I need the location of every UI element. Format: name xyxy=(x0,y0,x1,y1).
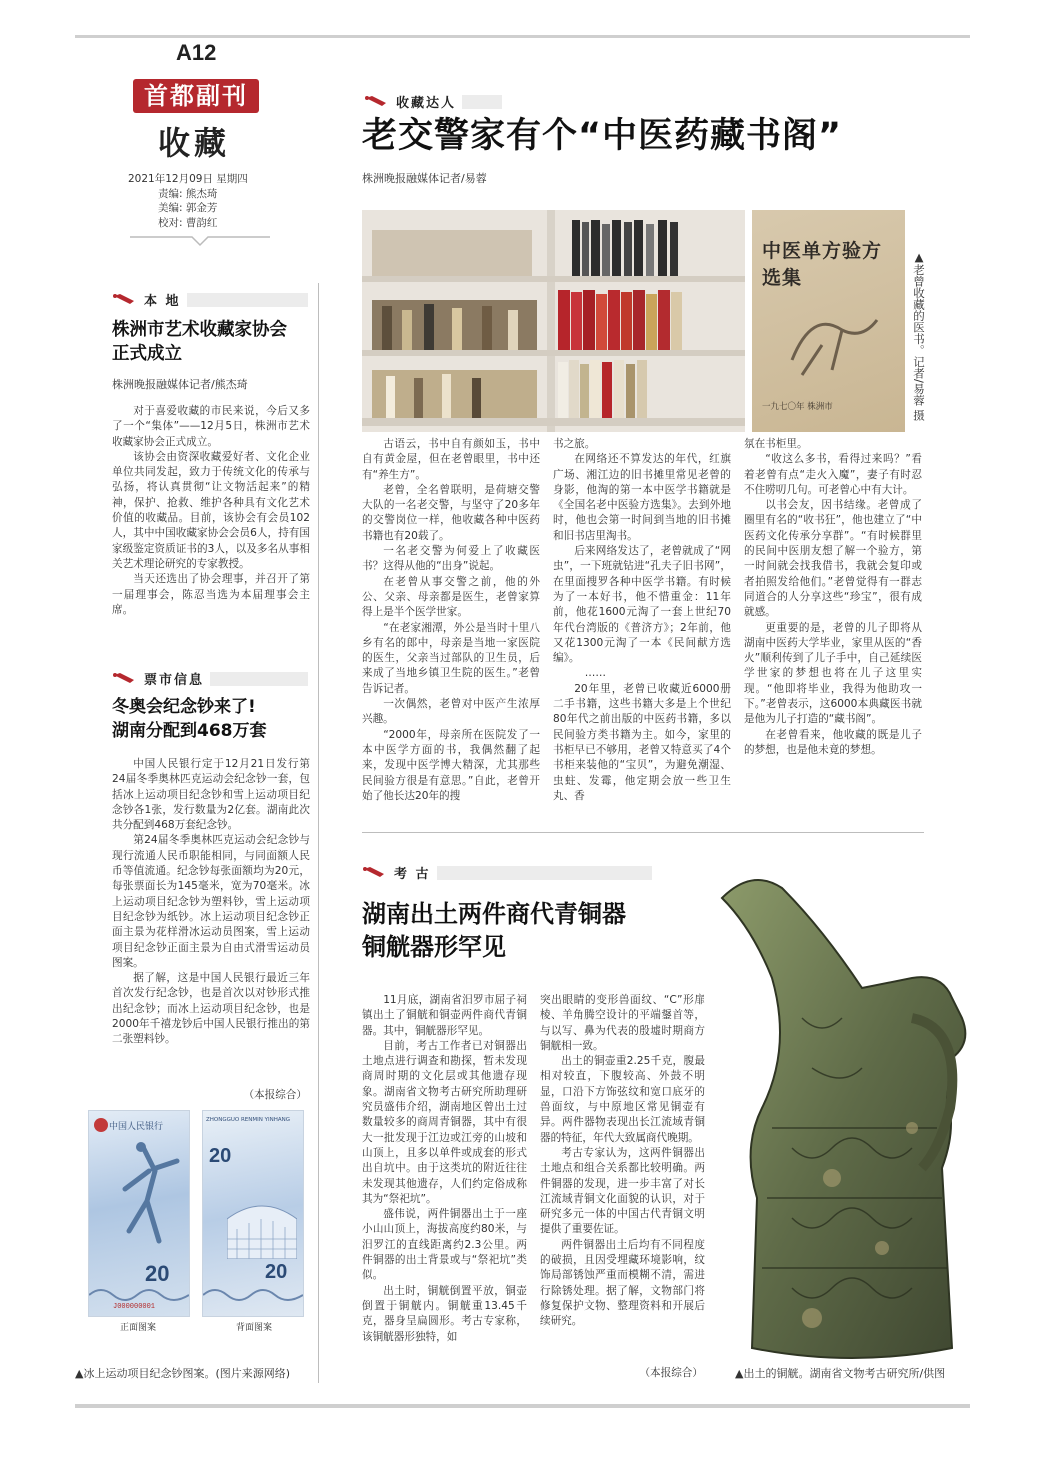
collector-byline: 株洲晚报融媒体记者/易蓉 xyxy=(362,172,487,185)
collector-headline: 老交警家有个“中医药藏书阁” xyxy=(362,116,843,156)
tag-archaeology xyxy=(362,863,652,882)
water-cube-pattern xyxy=(227,1199,297,1259)
association-byline: 株洲晚报融媒体记者/熊杰琦 xyxy=(112,378,248,391)
top-rule xyxy=(75,35,970,38)
book-title: 中医单方验方选集 xyxy=(762,240,883,289)
tag-bar xyxy=(462,95,502,109)
tag-bar xyxy=(437,866,652,880)
banknote-front-image xyxy=(88,1110,190,1317)
pen-tag-icon xyxy=(362,865,388,881)
column-divider xyxy=(318,283,319,1383)
label-front: 正面图案 xyxy=(120,1323,157,1333)
bottom-rule xyxy=(75,1404,970,1408)
masthead-divider xyxy=(130,234,270,248)
tag-label: 本 地 xyxy=(144,294,181,309)
tag-label: 考 古 xyxy=(394,867,431,882)
tag-label: 收藏达人 xyxy=(396,96,457,111)
crane-illustration xyxy=(782,300,882,380)
bookshelf-photo xyxy=(362,210,745,432)
banknote-body: 中国人民银行定于12月21日发行第24届冬季奥林匹克运动会纪念钞一套，包括冰上运动项目纪念钞和雪上运动项目纪念钞各1张，发行数量为2亿套。湖南此次共分配到468万套纪念钞。 第24届冬季奥林匹克运动会纪念钞与现行流通人民币职能相同，与同面额人民币等值流通。纪念钞每张面额均为20元，每张票面长为145毫米，宽为70毫米。冰上运动项目纪念钞为塑料钞，雪上运动项目纪念钞为纸钞。冰上运动项目纪念钞正面主景为花样滑冰运动员图案，雪上运动项目纪念钞正面主景为自由式滑雪运动员图案。 据了解，这是中国人民银行最近三年首次发行纪念钞，也是首次以对钞形式推出纪念钞；而冰上运动项目纪念钞，也是2000年千禧龙钞后中国人民银行推出的第二张塑料钞。 xyxy=(112,758,310,1046)
collector-col3: 氛在书柜里。 “收这么多书，看得过来吗？”看着老曾有点“走火入魔”，妻子有时忍不住唠叨几句。可老曾心中有大计。 以书会友，因书结缘。老曾成了圈里有名的“收书狂”，他也建立了“中医药文化传承分享群”。“有时候群里的民间中医朋友想了解一个验方，第一时间就会找我借书，我就会复印或者拍照发给他们。”老曾觉得有一群志同道合的人分享这些“珍宝”，很有成就感。 更重要的是，老曾的儿子即将从湖南中医药大学毕业，家里从医的“香火”顺利传到了儿子手中，自己延续医学世家的梦想也将在儿子这里实现。“他即将毕业，我得为他助攻一下。”老曾表示，这6000本典藏医书就是他为儿子打造的“藏书阁”。 在老曾看来，他收藏的既是儿子的梦想，也是他未竟的梦想。 xyxy=(744,438,922,756)
banknote-source: （本报综合） xyxy=(243,1089,307,1101)
tag-local xyxy=(112,290,308,309)
tag-bar xyxy=(187,293,308,307)
section-title: 收藏 xyxy=(158,124,231,162)
note-back-denomination: 20 xyxy=(265,1261,288,1283)
pen-tag-icon xyxy=(364,94,390,110)
note-front-denomination: 20 xyxy=(145,1261,170,1286)
bronze-vessel-photo xyxy=(712,868,972,1368)
label-back: 背面图案 xyxy=(236,1323,273,1333)
bronze-gong-illustration xyxy=(712,868,972,1368)
emblem-icon xyxy=(93,1117,109,1133)
bronze-caption: ▲出土的铜觥。湖南省文物考古研究所/供图 xyxy=(735,1367,946,1380)
pen-tag-icon xyxy=(112,292,138,308)
tag-collector xyxy=(364,92,924,111)
section-divider xyxy=(362,832,924,833)
banknote-back-image xyxy=(202,1110,304,1317)
note-back-denomination-side: 20 xyxy=(209,1145,232,1167)
tag-bar xyxy=(210,672,308,686)
collector-col1: 古语云，书中自有颜如玉，书中自有黄金屋，但在老曾眼里，书中还有“养生方”。 老曾，全名曾联明，是荷塘交警大队的一名老交警，与坚守了20多年的交警岗位一样，他收藏各种中医药书籍也有20载了。 一名老交警为何爱上了收藏医书？这得从他的“出身”说起。 在老曾从事交警之前，他的外公、父亲、母亲都是医生，老曾家算得上是半个医学世家。 “在老家湘潭，外公是当时十里八乡有名的郎中，母亲是当地一家医院的医生，父亲当过部队的卫生员，后来成了当地乡镇卫生院的医生。”老曾告诉记者。 一次偶然，老曾对中医产生浓厚兴趣。 “2000年，母亲所在医院发了一本中医学方面的书，我偶然翻了起来，发现中医学博大精深，尤其那些民间验方很是有意思。”自此，老曾开始了他长达20年的搜 xyxy=(362,438,540,802)
wave-pattern xyxy=(89,1283,189,1303)
association-body: 对于喜爱收藏的市民来说，今后又多了一个“集体”——12月5日，株洲市艺术收藏家协会正式成立。 该协会由资深收藏爱好者、文化企业单位共同发起，致力于传统文化的传承与弘扬，将认真贯彻“让文物活起来”的精神，保护、抢救、维护各种具有文化艺术价值的收藏品。目前，该协会有会员102人，其中中国收藏家协会会员6人，持有国家级鉴定资质证书的3人，以及多名从事相关艺术理论研究的专家教授。 当天还选出了协会理事，并召开了第一届理事会，陈忍当选为本届理事会主席。 xyxy=(112,405,310,616)
proofreader: 校对: 曹韵红 xyxy=(158,216,218,229)
bronze-col1: 11月底，湖南省汨罗市屈子祠镇出土了铜觥和铜壶两件商代青铜器。其中，铜觥器形罕见。 目前，考古工作者已对铜器出土地点进行调查和勘探，暂未发现商周时期的文化层或其他遗存现象。湖南省文物考古研究所助理研究员盛伟介绍，湖南地区曾出土过数量较多的商周青铜器，其中有很大一批发现于江边或江旁的山坡和山顶上，且多以单件或成套的形式出自坑中。由于这类坑的附近往往未发现其他遗存，人们约定俗成称其为“祭祀坑”。 盛伟说，两件铜器出土于一座小山山顶上，海拔高度约80米，与汨罗江的直线距离约2.3公里。两件铜器的出土背景或与“祭祀坑”类似。 出土时，铜觥倒置平放，铜壶倒置于铜觥内。铜觥重13.45千克，器身呈扁圆形。考古专家称，该铜觥器形独特，如 xyxy=(362,994,527,1343)
book-cover-photo xyxy=(752,210,905,432)
editor: 责编: 熊杰琦 xyxy=(158,187,218,200)
pen-tag-icon xyxy=(112,671,138,687)
bronze-col2: 突出眼睛的变形兽面纹、“C”形扉棱、羊角腾空设计的平端鋬首等，与以写、鼻为代表的殷墟时期商方铜觥相一致。 出土的铜壶重2.25千克，腹最相对较直，下腹较高、外鼓不明显，口沿下方饰弦纹和宽口底牙的兽面纹，与中原地区常见铜壶有异。两件器物表现出长江流域青铜器的特征，年代大致属商代晚期。 考古专家认为，这两件铜器出土地点和组合关系都比较明确。两件铜器的发现，进一步丰富了对长江流域青铜文化面貌的认识，对于研究多元一体的中国古代青铜文明提供了重要佐证。 两件铜器出土后均有不同程度的破损，且因受埋藏环境影响，纹饰局部锈蚀严重而模糊不清，需进行除锈处理。据了解，文物部门将修复保护文物、整理资料和开展后续研究。 xyxy=(540,994,705,1328)
association-headline: 株洲市艺术收藏家协会 正式成立 xyxy=(112,320,287,364)
banknote-caption: ▲冰上运动项目纪念钞图案。(图片来源网络) xyxy=(75,1367,291,1380)
bookshelf-illustration xyxy=(362,210,745,432)
banknote-headline: 冬奥会纪念钞来了! 湖南分配到468万套 xyxy=(112,697,267,741)
bronze-source: （本报综合） xyxy=(639,1367,703,1379)
bronze-headline: 湖南出土两件商代青铜器 铜觥器形罕见 xyxy=(362,900,626,961)
book-publisher: 一九七〇年 株洲市 xyxy=(762,402,833,412)
note-back-header: ZHONGGUO RENMIN YINHANG xyxy=(206,1117,290,1123)
note-front-header: 中国人民银行 xyxy=(109,1122,164,1132)
collector-col2: 书之旅。 在网络还不算发达的年代，红旗广场、湘江边的旧书摊里常见老曾的身影，他淘的第一本中医学书籍就是《全国名老中医验方选集》。去到外地时，他也会第一时间到当地的旧书摊和旧书店里淘书。 后来网络发达了，老曾就成了“网虫”，一下班就钻进“孔夫子旧书网”，在里面搜罗各种中医学书籍。有时候为了一本好书，他不惜重金：11年前，他花1600元淘了一套上世纪70年代台湾版的《普济方》；2年前，他又花1300元淘了一本《民间献方选编》。 …… 20年里，老曾已收藏近6000册二手书籍，这些书籍大多是上个世纪80年代之前出版的中医药书籍，多以民间验方类书籍为主。如今，家里的书柜早已不够用，老曾又特意买了4个书柜来装他的“宝贝”，为避免潮湿、虫蛀、发霉，他定期会放一些卫生丸、香 xyxy=(553,438,731,802)
page-number: A12 xyxy=(176,40,217,65)
wave-pattern xyxy=(203,1283,303,1303)
skater-figure xyxy=(103,1141,181,1251)
art-editor: 美编: 郭金芳 xyxy=(158,202,218,214)
tag-ticket-market xyxy=(112,669,308,688)
brand-logo: 首都副刊 xyxy=(133,79,259,113)
masthead-meta xyxy=(128,172,258,230)
tag-label: 票市信息 xyxy=(144,673,205,688)
note-serial: J000000001 xyxy=(113,1303,156,1311)
collector-photo-caption: ▲老曾收藏的医书。记者/易蓉 摄 xyxy=(912,250,926,422)
issue-date: 2021年12月09日 星期四 xyxy=(128,173,248,185)
